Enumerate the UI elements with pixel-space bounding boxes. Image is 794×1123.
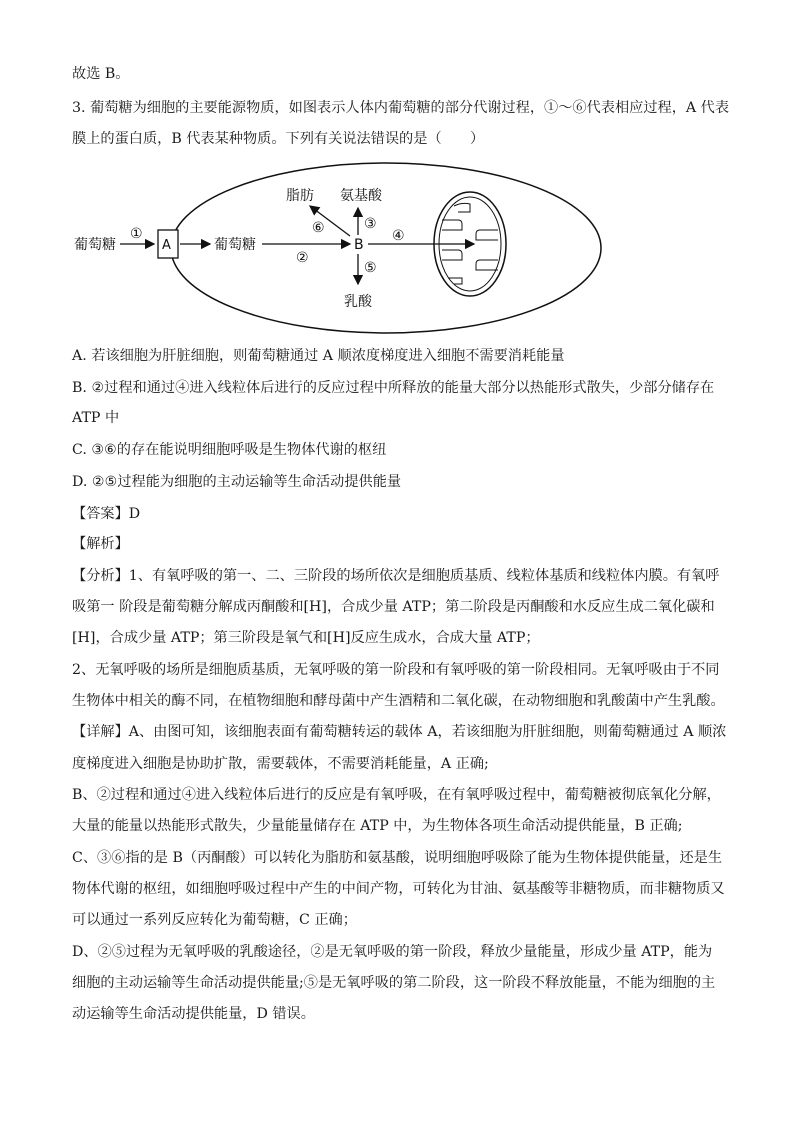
option-b-line-2: ATP 中 [72,410,120,426]
detail-line-6: 物体代谢的枢纽，如细胞呼吸过程中产生的中间产物，可转化为甘油、氨基酸等非糖物质，而非糖物质又 [72,881,725,897]
option-a: A. 若该细胞为肝脏细胞，则葡萄糖通过 A 顺浓度梯度进入细胞不需要消耗能量 [72,348,565,364]
step-6-label: ⑥ [312,220,325,236]
metabolism-diagram [70,160,630,340]
answer-line: 【答案】D [72,506,141,522]
detail-line-3: B、②过程和通过④进入线粒体后进行的反应是有氧呼吸，在有氧呼吸过程中，葡萄糖被彻底氧化分解， [72,787,721,803]
detail-line-8: D、②⑤过程为无氧呼吸的乳酸途径，②是无氧呼吸的第一阶段，释放少量能量，形成少量 ATP，能为 [72,944,713,960]
analysis-line-1: 【分析】1、有氧呼吸的第一、二、三阶段的场所依次是细胞质基质、线粒体基质和线粒体内膜。有氧呼 [72,568,720,584]
fat-label: 脂肪 [286,188,314,204]
step-3-label: ③ [364,216,377,232]
detail-line-5: C、③⑥指的是 B（丙酮酸）可以转化为脂肪和氨基酸，说明细胞呼吸除了能为生物体提供能量，还是生 [72,850,723,866]
analysis-line-3: [H]，合成少量 ATP；第三阶段是氧气和[H]反应生成水，合成大量 ATP； [72,630,540,646]
detail-line-4: 大量的能量以热能形式散失，少量能量储存在 ATP 中，为生物体各项生命活动提供能量，B 正确; [72,818,683,834]
detail-line-9: 细胞的主动运输等生命活动提供能量;⑤是无氧呼吸的第二阶段，这一阶段不释放能量，不能为细胞的主 [72,975,716,991]
step-1-label: ① [130,226,143,242]
analysis-line-4: 2、无氧呼吸的场所是细胞质基质，无氧呼吸的第一阶段和有氧呼吸的第一阶段相同。无氧呼吸由于不同 [72,662,720,678]
detail-line-7: 可以通过一系列反应转化为葡萄糖，C 正确； [72,912,357,928]
detail-line-10: 动运输等生命活动提供能量，D 错误。 [72,1006,315,1022]
option-b-line-1: B. ②过程和通过④进入线粒体后进行的反应过程中所释放的能量大部分以热能形式散失，少部分储存在 [72,380,715,396]
step-5-label: ⑤ [364,260,377,276]
node-b-label: B [354,237,364,253]
step-4-label: ④ [392,228,405,244]
amino-acid-label: 氨基酸 [340,188,382,204]
question-stem-line-2: 膜上的蛋白质，B 代表某种物质。下列有关说法错误的是（ ） [72,131,485,147]
step-2-label: ② [296,250,309,266]
detail-line-1: 【详解】A、由图可知，该细胞表面有葡萄糖转运的载体 A，若该细胞为肝脏细胞，则葡萄糖通过 A 顺浓 [72,724,727,740]
analysis-header: 【解析】 [72,536,129,552]
glucose-inside-label: 葡萄糖 [214,237,256,253]
question-stem-line-1: 3. 葡萄糖为细胞的主要能源物质，如图表示人体内葡萄糖的部分代谢过程，①～⑥代表相应过程，A 代表 [72,100,730,116]
option-c: C. ③⑥的存在能说明细胞呼吸是生物体代谢的枢纽 [72,442,387,458]
analysis-line-5: 生物体中相关的酶不同，在植物细胞和酵母菌中产生酒精和二氧化碳，在动物细胞和乳酸菌中产生乳酸。 [72,693,725,709]
glucose-outside-label: 葡萄糖 [74,237,116,253]
lactic-acid-label: 乳酸 [344,294,372,310]
detail-line-2: 度梯度进入细胞是协助扩散，需要载体，不需要消耗能量，A 正确; [72,756,489,772]
transporter-a-label: A [162,238,171,253]
previous-answer: 故选 B。 [72,66,130,82]
analysis-line-2: 吸第一 阶段是葡萄糖分解成丙酮酸和[H]，合成少量 ATP；第二阶段是丙酮酸和水反应生成二氧化碳和 [72,599,715,615]
option-d: D. ②⑤过程能为细胞的主动运输等生命活动提供能量 [72,474,402,490]
